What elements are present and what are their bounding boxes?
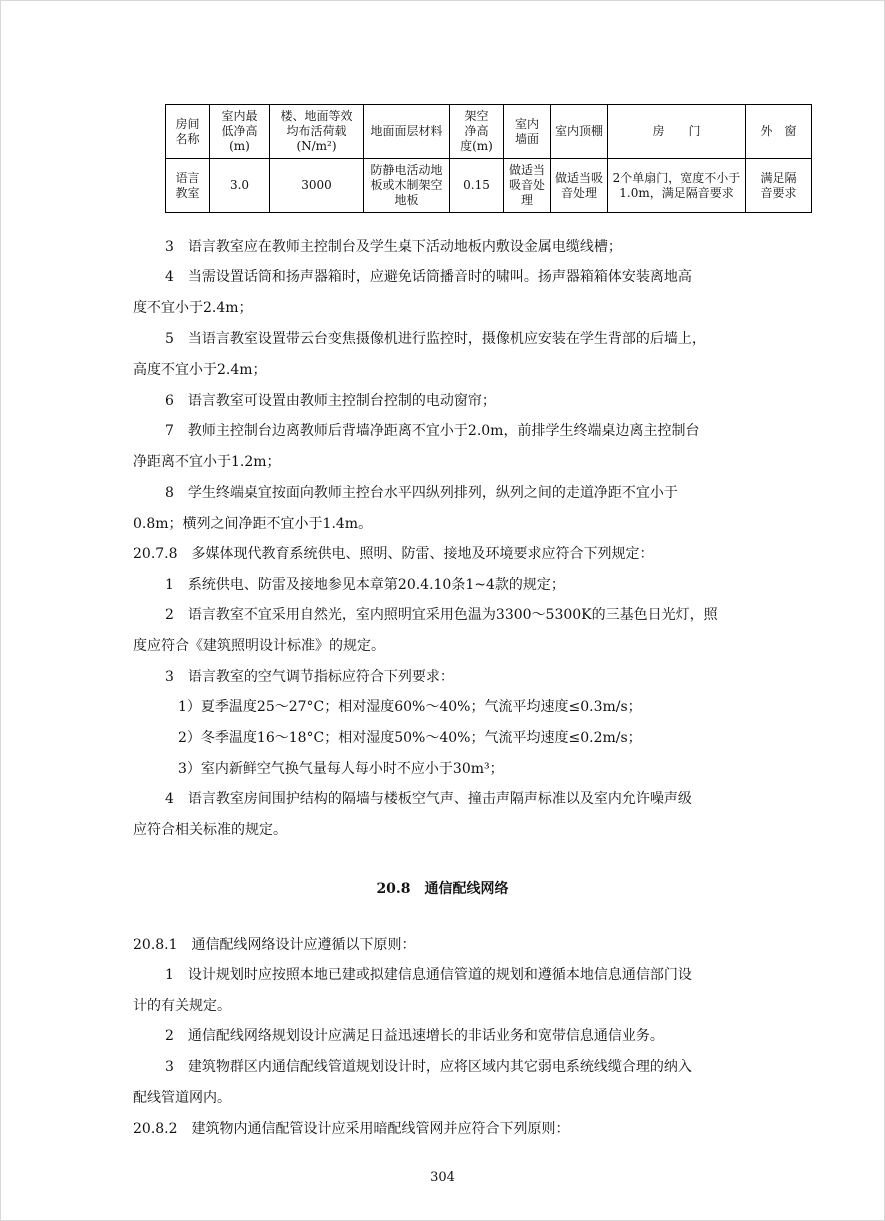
clause-heading: 20.8.2 建筑物内通信配管设计应采用暗配线管网并应符合下列原则： [133, 1121, 570, 1137]
clause-heading: 20.8.1 通信配线网络设计应遵循以下原则： [133, 937, 416, 953]
table-cell: 2个单扇门，宽度不小于 1.0m，满足隔音要求 [608, 159, 746, 213]
paragraph-continuation: 度不宜小于2.4m； [133, 300, 253, 316]
paragraph-continuation: 计的有关规定。 [133, 998, 231, 1014]
table-row [166, 159, 812, 213]
paragraph: 4 当需设置话筒和扬声器箱时，应避免话筒播音时的啸叫。扬声器箱箱体安装离地高 [165, 269, 692, 285]
paragraph: 2 语言教室不宜采用自然光，室内照明宜采用色温为3300～5300K的三基色日光灯，照 [165, 607, 718, 623]
header-cell: 外 窗 [746, 105, 812, 159]
paragraph-continuation: 应符合相关标准的规定。 [133, 822, 287, 838]
paragraph: 3 建筑物群区内通信配线管道规划设计时，应将区域内其它弱电系统线缆合理的纳入 [165, 1059, 692, 1075]
table-cell: 语言 教室 [166, 159, 210, 213]
table-cell: 0.15 [450, 159, 504, 213]
table-cell: 3.0 [210, 159, 270, 213]
room-requirements-table [165, 104, 812, 213]
paragraph: 3 语言教室应在教师主控制台及学生桌下活动地板内敷设金属电缆线槽； [165, 239, 622, 255]
paragraph: 7 教师主控制台边离教师后背墙净距离不宜小于2.0m，前排学生终端桌边离主控制台 [165, 423, 700, 439]
paragraph-continuation: 净距离不宜小于1.2m； [133, 454, 281, 470]
paragraph: 8 学生终端桌宜按面向教师主控台水平四纵列排列，纵列之间的走道净距不宜小于 [165, 485, 678, 501]
paragraph: 6 语言教室可设置由教师主控制台控制的电动窗帘； [165, 393, 496, 409]
header-cell: 室内 墙面 [504, 105, 551, 159]
sub-item: 3）室内新鲜空气换气量每人每小时不应小于30m³； [178, 761, 504, 777]
header-cell: 地面面层材料 [364, 105, 450, 159]
section-title: 20.8 通信配线网络 [376, 881, 509, 897]
sub-item: 2）冬季温度16～18°C；相对湿度50%～40%；气流平均速度≤0.2m/s； [178, 730, 642, 746]
header-cell: 房 门 [608, 105, 746, 159]
paragraph-continuation: 0.8m；横列之间净距不宜小于1.4m。 [133, 516, 373, 532]
header-cell: 室内顶棚 [551, 105, 608, 159]
table-cell: 做适当吸 音处理 [551, 159, 608, 213]
sub-item: 1）夏季温度25～27°C；相对湿度60%～40%；气流平均速度≤0.3m/s； [178, 699, 642, 715]
paragraph-continuation: 配线管道网内。 [133, 1090, 231, 1106]
paragraph-continuation: 度应符合《建筑照明设计标准》的规定。 [133, 638, 385, 654]
paragraph: 1 设计规划时应按照本地已建或拟建信息通信管道的规划和遵循本地信息通信部门设 [165, 967, 692, 983]
paragraph: 3 语言教室的空气调节指标应符合下列要求： [165, 669, 454, 685]
header-cell: 室内最 低净高 (m) [210, 105, 270, 159]
paragraph-continuation: 高度不宜小于2.4m； [133, 362, 267, 378]
table-cell: 满足隔 音要求 [746, 159, 812, 213]
table-cell: 3000 [270, 159, 364, 213]
table-cell: 防静电活动地 板或木制架空 地板 [364, 159, 450, 213]
paragraph: 2 通信配线网络规划设计应满足日益迅速增长的非话业务和宽带信息通信业务。 [165, 1028, 664, 1044]
header-cell: 楼、地面等效 均布活荷载 (N/m²) [270, 105, 364, 159]
header-cell: 房间 名称 [166, 105, 210, 159]
paragraph: 5 当语言教室设置带云台变焦摄像机进行监控时，摄像机应安装在学生背部的后墙上， [165, 331, 706, 347]
header-cell: 架空 净高 度(m) [450, 105, 504, 159]
table-header-row [166, 105, 812, 159]
clause-heading: 20.7.8 多媒体现代教育系统供电、照明、防雷、接地及环境要求应符合下列规定： [133, 546, 654, 562]
page-number: 304 [430, 1170, 455, 1185]
paragraph: 4 语言教室房间围护结构的隔墙与楼板空气声、撞击声隔声标准以及室内允许噪声级 [165, 791, 692, 807]
paragraph: 1 系统供电、防雷及接地参见本章第20.4.10条1~4款的规定； [165, 577, 565, 593]
table-cell: 做适当 吸音处 理 [504, 159, 551, 213]
